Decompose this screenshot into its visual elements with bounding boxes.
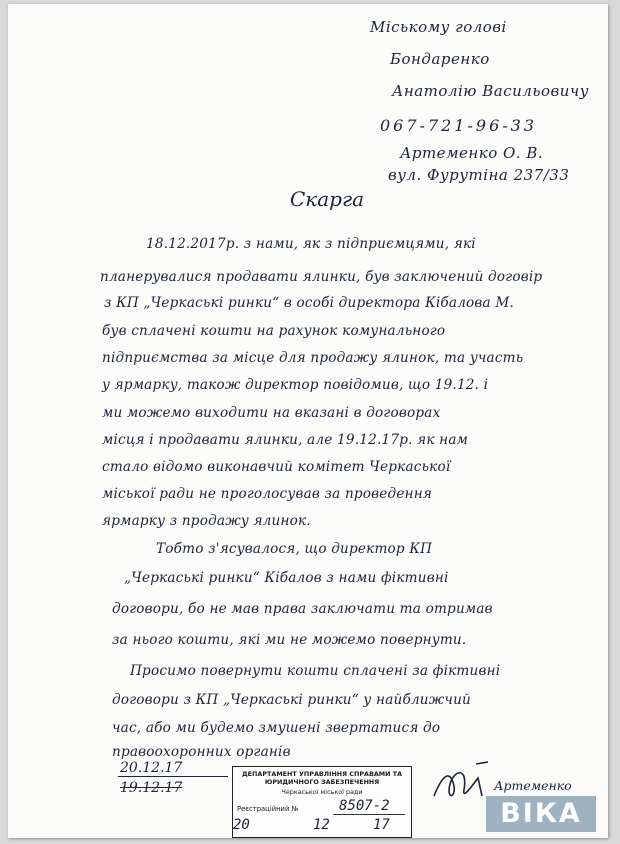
stamp-reg-number: 8507-2 [339,798,390,814]
body-line: підприємства за місце для продажу ялинок, та участь [102,350,524,366]
addressee-line-2: Бондаренко [390,50,490,68]
body-line: стало відомо виконавчий комітет Черкаської [102,459,451,475]
date-struck: 19.12.17 [120,780,183,796]
stamp-year: 17 [373,817,390,833]
body-line: міської ради не проголосував за проведення [102,486,433,502]
body-line: час, або ми будемо змушені звертатися до [112,720,441,736]
sender-name: Артеменко О. В. [400,144,544,162]
document-title: Скарга [290,187,365,211]
body-line: з КП „Черкаські ринки“ в особі директора Кібалова М. [104,295,515,311]
body-line: був сплачені кошти на рахунок комунального [102,323,446,339]
watermark-logo: ВІКА [486,796,596,832]
body-line: „Черкаські ринки“ Кібалов з нами фіктивні [124,570,449,586]
registration-stamp [232,766,412,838]
body-line: у ярмарку, також директор повідомив, що 19.12. і [102,377,489,393]
addressee-line-1: Міському голові [370,18,507,36]
signature-name: Артеменко [494,778,572,793]
body-line: правоохоронних органів [112,744,291,760]
addressee-line-3: Анатолію Васильовичу [392,82,589,100]
date-current: 20.12.17 [120,760,183,776]
sender-address: вул. Фурутіна 237/33 [388,166,570,184]
stamp-day: 20 [233,817,250,833]
body-line: за нього кошти, які ми не можемо повернути. [112,632,467,648]
body-line: Просимо повернути кошти сплачені за фіктивні [130,663,501,679]
stamp-month: 12 [313,817,330,833]
body-line: договори, бо не мав права заключати та отримав [112,601,493,617]
document-sheet [8,4,608,838]
stamp-reg-line [333,814,405,815]
stamp-reg-label: Реєстраційний № [237,805,299,813]
body-line: ярмарку з продажу ялинок. [102,513,311,529]
body-line: договори з КП „Черкаські ринки“ у найближчий [112,692,471,708]
body-line: ми можемо виходити на вказані в договорах [102,405,441,421]
body-line: планерувалися продавати ялинки, був заключений договір [100,269,543,285]
stamp-header: ДЕПАРТАМЕНТ УПРАВЛІННЯ СПРАВАМИ ТА ЮРИДИЧНОГО ЗАБЕЗПЕЧЕННЯ [241,770,403,786]
body-line: 18.12.2017р. з нами, як з підприємцями, які [146,236,476,252]
body-line: місця і продавати ялинки, але 19.12.17р. як нам [102,432,469,448]
body-line: Тобто з'ясувалося, що директор КП [156,541,433,557]
stamp-subheader: Черкаської міської ради [281,788,363,796]
phone-number: 067-721-96-33 [380,116,538,135]
date-underline [118,776,228,777]
